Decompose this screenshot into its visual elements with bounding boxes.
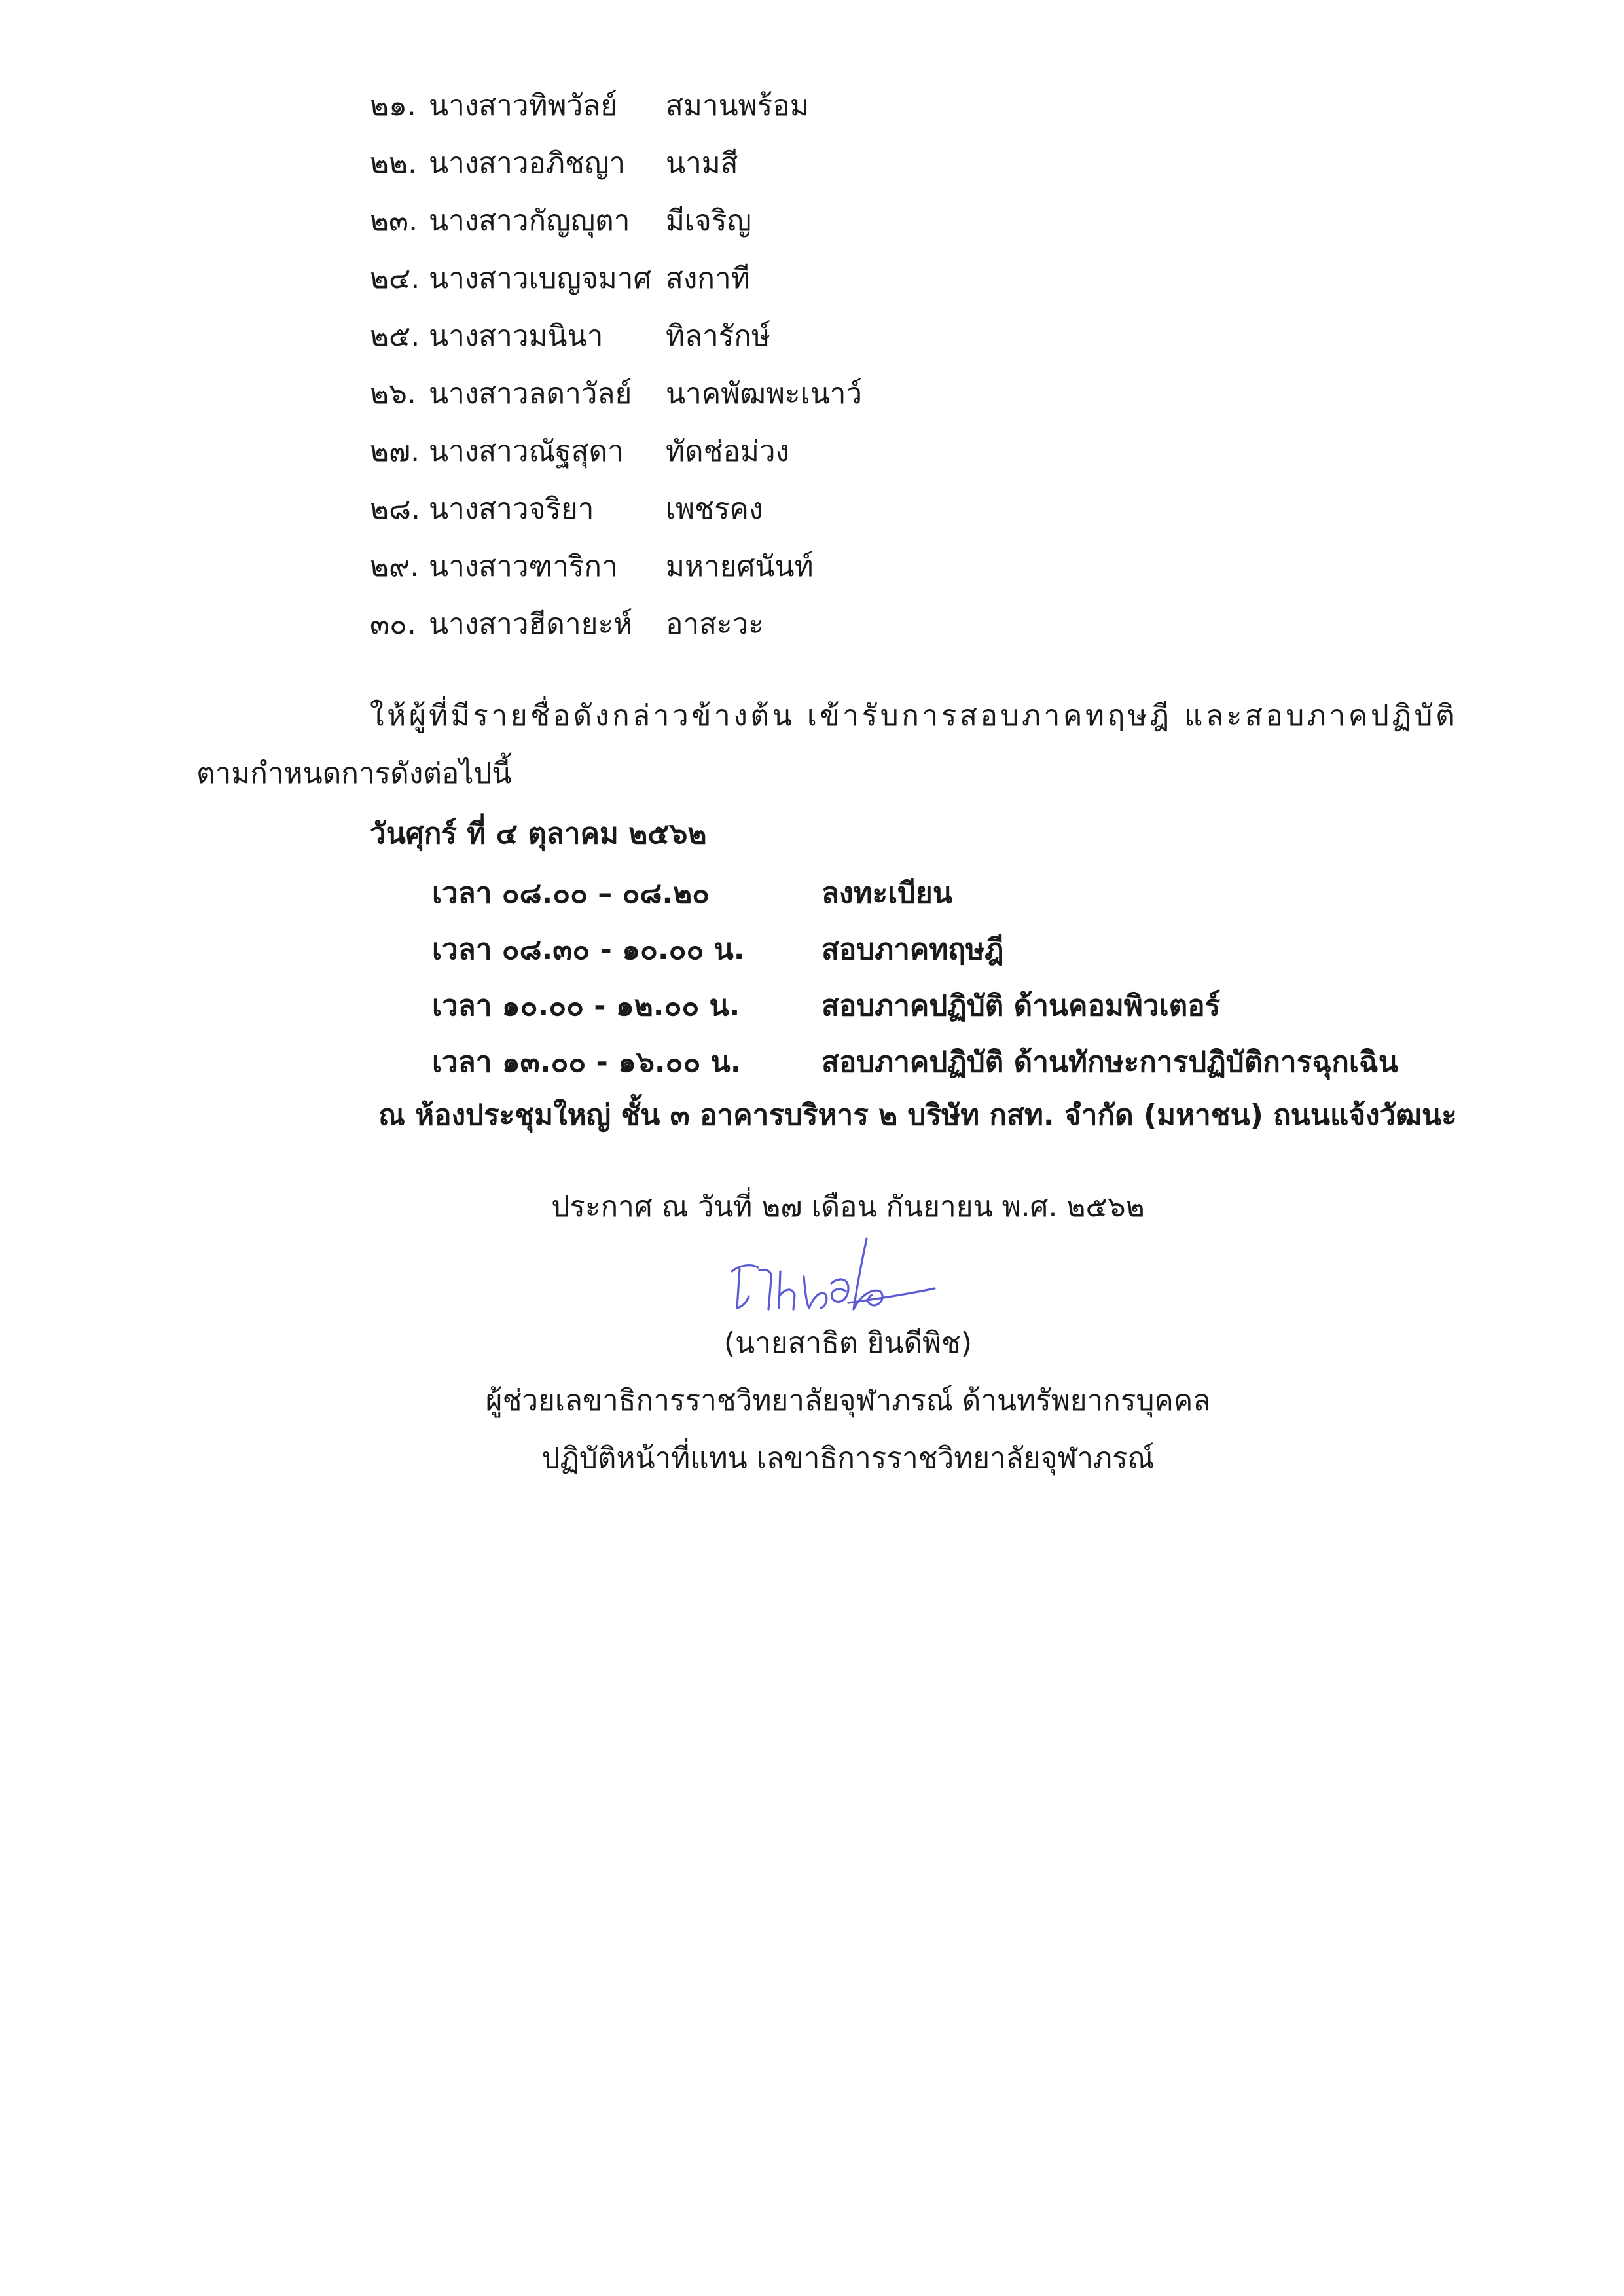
candidate-number: ๒๔. — [370, 262, 420, 295]
candidate-last-name: ทิลารักษ์ — [666, 319, 770, 353]
candidate-number: ๒๓. — [370, 204, 418, 238]
candidate-first-name: นางสาวลดาวัลย์ — [429, 377, 632, 410]
candidate-first-name: นางสาวกัญญุตา — [429, 204, 630, 238]
schedule-activity: ลงทะเบียน — [821, 877, 952, 910]
candidate-number: ๒๖. — [370, 377, 416, 410]
announcement-date: ประกาศ ณ วันที่ ๒๗ เดือน กันยายน พ.ศ. ๒๕๖๒ — [551, 1190, 1145, 1224]
signatory-name: (นายสาธิต ยินดีพิช) — [723, 1326, 973, 1360]
instruction-paragraph-line-1: ให้ผู้ที่มีรายชื่อดังกล่าวข้างต้น เข้ารับการสอบภาคทฤษฎี และสอบภาคปฏิบัติ — [370, 699, 1458, 733]
schedule-activity: สอบภาคปฏิบัติ ด้านคอมพิวเตอร์ — [821, 989, 1221, 1023]
candidate-number: ๒๑. — [370, 89, 416, 122]
instruction-paragraph-line-2: ตามกำหนดการดังต่อไปนี้ — [196, 757, 512, 790]
schedule-time: เวลา ๐๘.๓๐ - ๑๐.๐๐ น. — [432, 933, 745, 966]
candidate-number: ๒๘. — [370, 492, 420, 526]
schedule-activity: สอบภาคทฤษฎี — [821, 933, 1004, 966]
schedule-time: เวลา ๑๓.๐๐ - ๑๖.๐๐ น. — [432, 1046, 742, 1079]
list-item — [370, 365, 1155, 423]
exam-date: วันศุกร์ ที่ ๔ ตุลาคม ๒๕๖๒ — [370, 817, 707, 850]
signatory-acting-role: ปฏิบัติหน้าที่แทน เลขาธิการราชวิทยาลัยจุฬาภรณ์ — [541, 1442, 1155, 1475]
list-item — [370, 308, 1155, 365]
candidate-first-name: นางสาวณัฐสุดา — [429, 435, 624, 468]
candidate-first-name: นางสาวเบญจมาศ — [429, 262, 652, 295]
candidate-number: ๒๒. — [370, 147, 417, 180]
list-item — [370, 135, 1155, 192]
candidate-first-name: นางสาวมนินา — [429, 319, 604, 353]
candidate-first-name: นางสาวทิพวัลย์ — [429, 89, 617, 122]
schedule-time: เวลา ๑๐.๐๐ - ๑๒.๐๐ น. — [432, 989, 740, 1023]
candidate-last-name: เพชรคง — [666, 492, 763, 526]
list-item — [370, 596, 1155, 653]
candidate-last-name: นาคพัฒพะเนาว์ — [666, 377, 863, 410]
schedule-row — [432, 922, 1479, 978]
list-item — [370, 77, 1155, 135]
list-item — [370, 481, 1155, 538]
candidate-number: ๒๗. — [370, 435, 420, 468]
exam-venue: ณ ห้องประชุมใหญ่ ชั้น ๓ อาคารบริหาร ๒ บริษัท กสท. จำกัด (มหาชน) ถนนแจ้งวัฒนะ — [378, 1099, 1457, 1132]
signatory-block — [0, 1315, 1624, 1487]
candidate-last-name: สมานพร้อม — [666, 89, 809, 122]
candidate-last-name: นามสี — [666, 147, 738, 180]
candidate-last-name: มีเจริญ — [666, 204, 751, 238]
list-item — [370, 538, 1155, 596]
candidate-last-name: ทัดช่อม่วง — [666, 435, 790, 468]
candidate-list — [370, 77, 1155, 653]
candidate-first-name: นางสาวฮีดายะห์ — [429, 608, 633, 641]
list-item — [370, 192, 1155, 250]
candidate-number: ๒๙. — [370, 550, 420, 583]
schedule-row — [432, 978, 1479, 1034]
signatory-position: ผู้ช่วยเลขาธิการราชวิทยาลัยจุฬาภรณ์ ด้านทรัพยากรบุคคล — [485, 1384, 1211, 1417]
list-item — [370, 423, 1155, 481]
candidate-last-name: อาสะวะ — [666, 608, 764, 641]
candidate-number: ๓๐. — [370, 608, 416, 641]
candidate-first-name: นางสาวจริยา — [429, 492, 594, 526]
schedule-row — [432, 1034, 1479, 1091]
list-item — [370, 250, 1155, 308]
schedule-activity: สอบภาคปฏิบัติ ด้านทักษะการปฏิบัติการฉุกเฉิน — [821, 1046, 1398, 1079]
candidate-first-name: นางสาวอภิชญา — [429, 147, 626, 180]
exam-schedule — [432, 866, 1479, 1091]
schedule-time: เวลา ๐๘.๐๐ – ๐๘.๒๐ — [432, 877, 710, 910]
candidate-first-name: นางสาวฑาริกา — [429, 550, 618, 583]
candidate-last-name: สงกาที — [666, 262, 750, 295]
candidate-number: ๒๕. — [370, 319, 420, 353]
candidate-last-name: มหายศนันท์ — [666, 550, 814, 583]
schedule-row — [432, 866, 1479, 922]
